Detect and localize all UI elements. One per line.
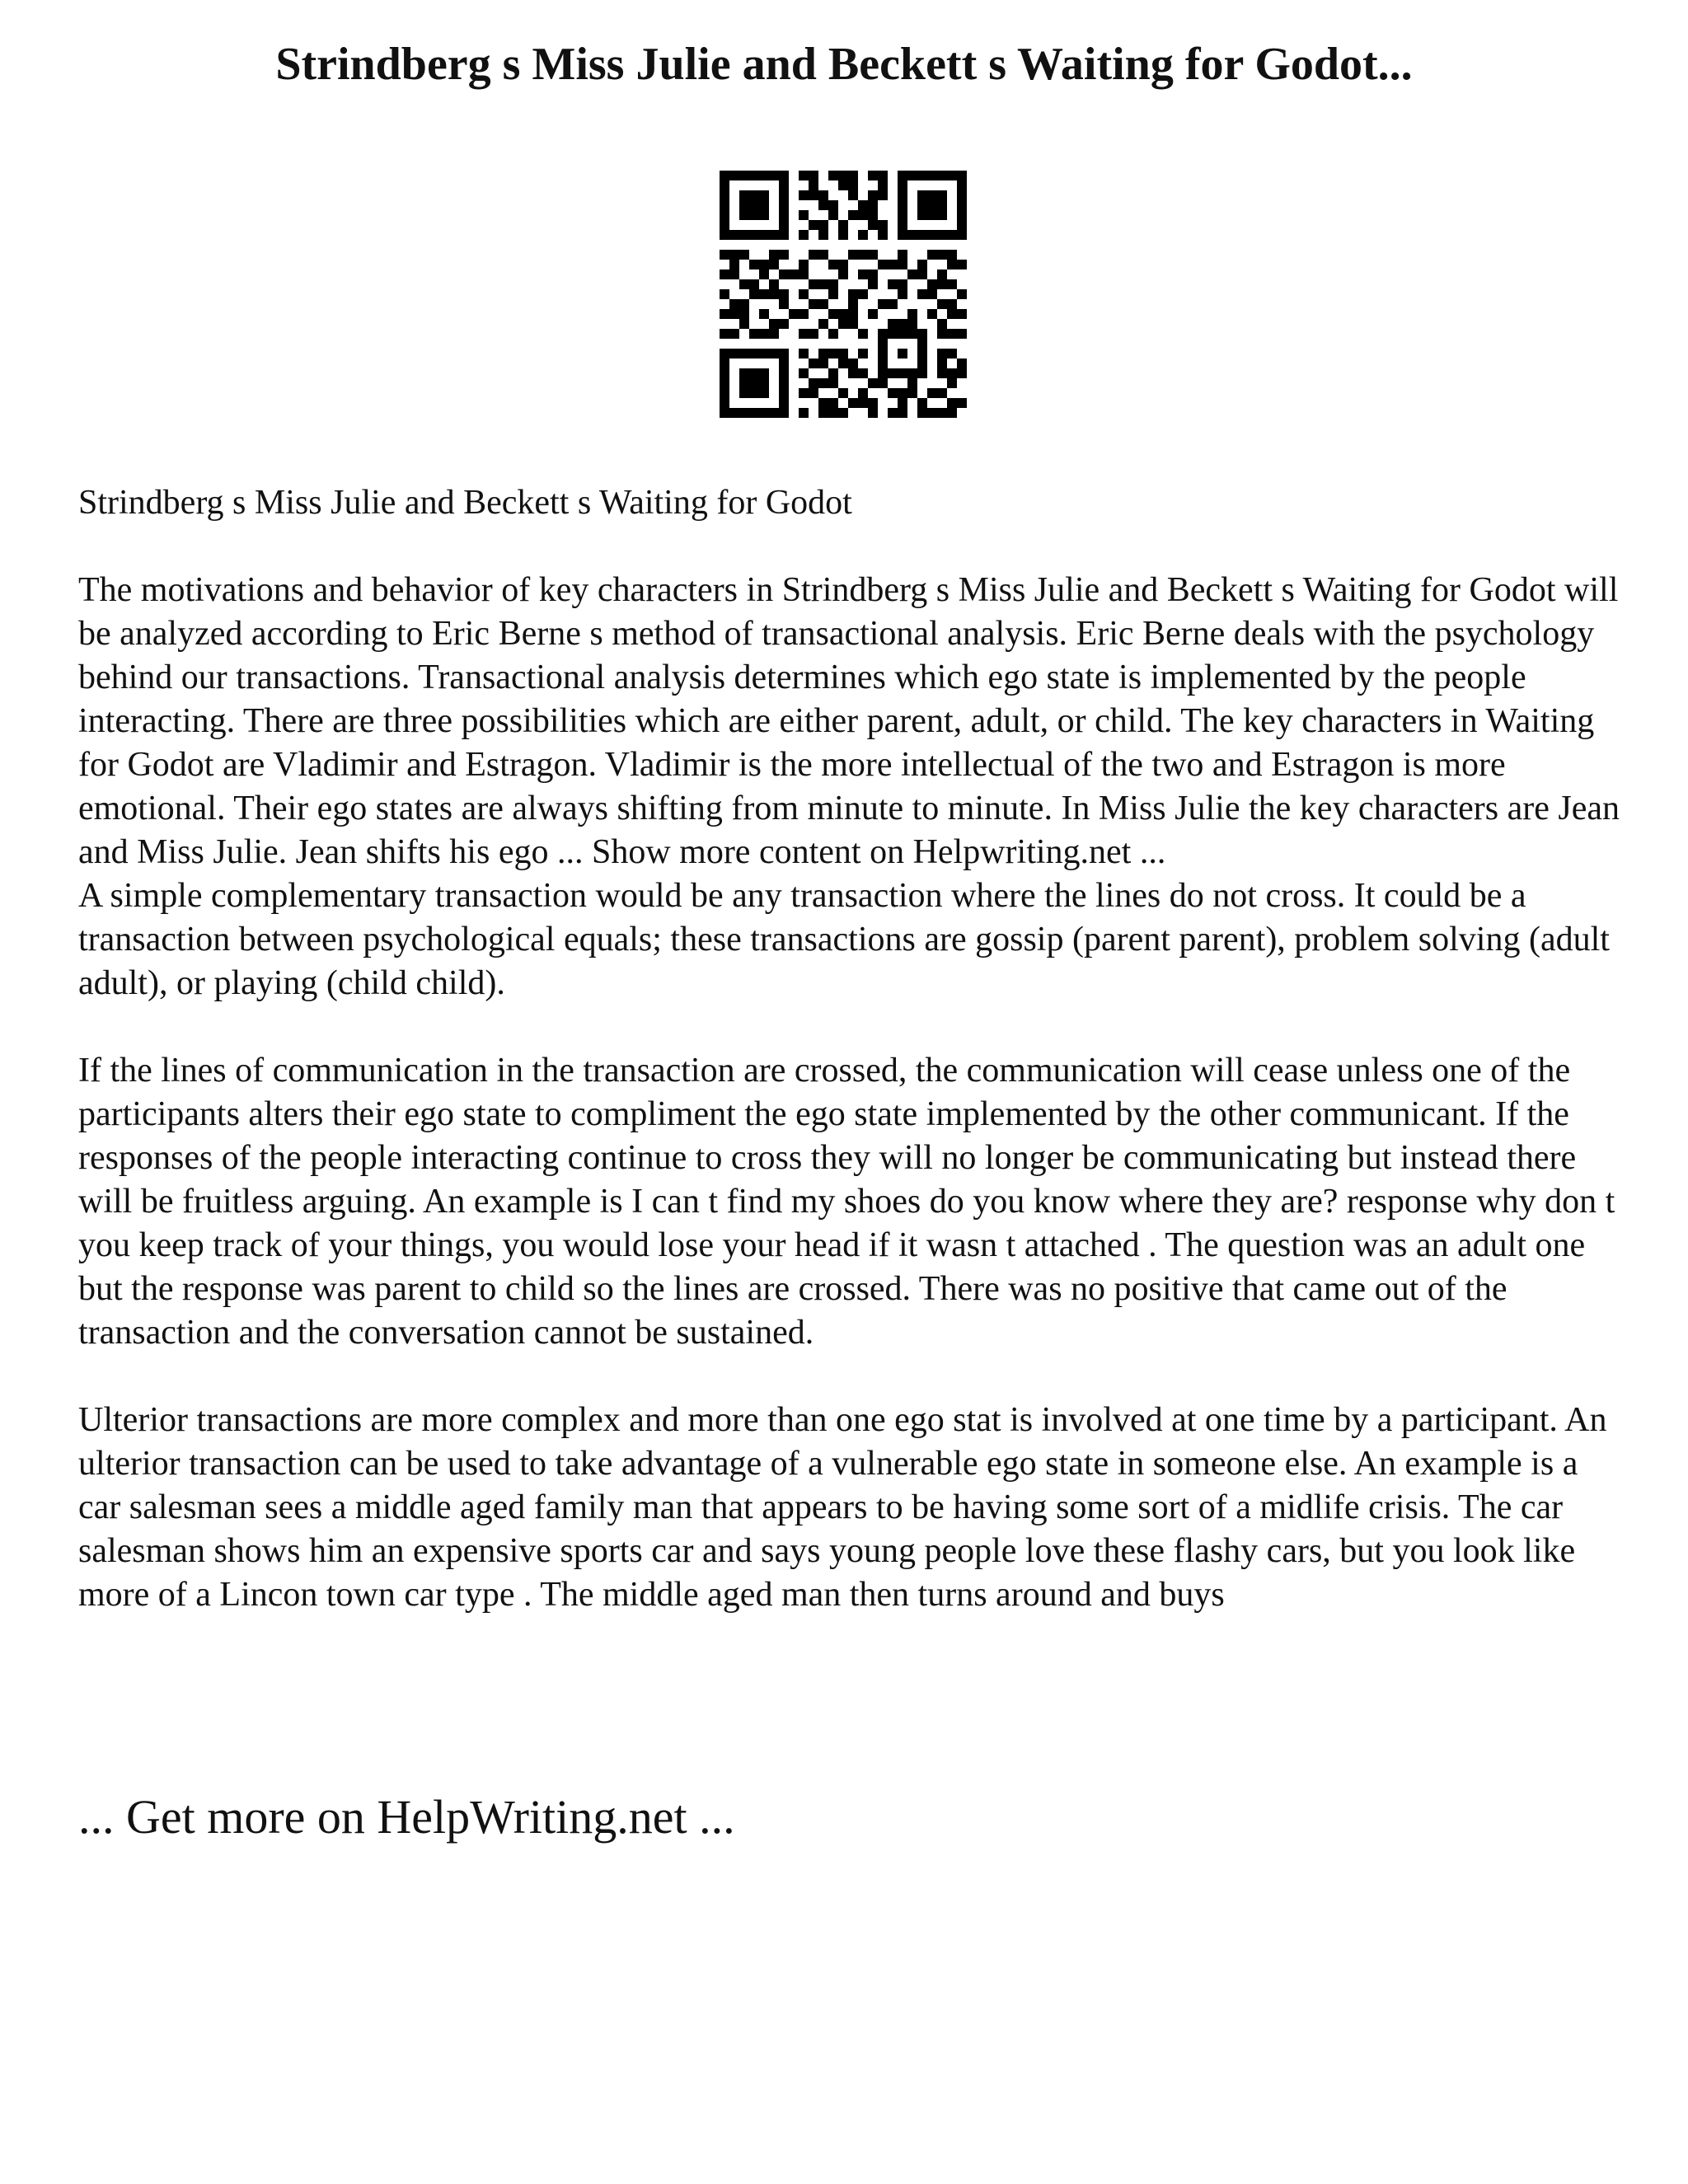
document-body	[78, 481, 1628, 1617]
document-subtitle: Strindberg s Miss Julie and Beckett s Waiting for Godot	[78, 484, 852, 522]
paragraph-ulterior: Ulterior transactions are more complex and more than one ego stat is involved at one time by a participant. An ulterior transaction can be used to take advantage of a vulnerable ego state in someone else. An example is a car salesman sees a middle aged family man that appears to be having some sort of a midlife crisis. The car salesman shows him an expensive sports car and says young people love these flashy cars, but you look like more of a Lincon town car type . The middle aged man then turns around and buys	[78, 1401, 1607, 1614]
qr-code-icon	[720, 171, 967, 418]
paragraph-intro: The motivations and behavior of key characters in Strindberg s Miss Julie and Beckett s Waiting for Godot will be analyzed according to Eric Berne s method of transactional analysis. Eric Berne deals with the psychology behind our transactions. Transactional analysis determines which ego state is implemented by the people interacting. There are three possibilities which are either parent, adult, or child. The key characters in Waiting for Godot are Vladimir and Estragon. Vladimir is the more intellectual of the two and Estragon is more emotional. Their ego states are always shifting from minute to minute. In Miss Julie the key characters are Jean and Miss Julie. Jean shifts his ego ... Show more content on Helpwriting.net ...	[78, 571, 1620, 871]
get-more-link[interactable]: ... Get more on HelpWriting.net ...	[78, 1790, 735, 1844]
paragraph-complementary: A simple complementary transaction would be any transaction where the lines do not cross. It could be a transaction between psychological equals; these transactions are gossip (parent parent), problem solving (adult adult), or playing (child child).	[78, 877, 1610, 1002]
document-title: Strindberg s Miss Julie and Beckett s Waiting for Godot...	[275, 39, 1413, 90]
paragraph-crossed: If the lines of communication in the transaction are crossed, the communication will cease unless one of the participants alters their ego state to compliment the ego state implemented by the other communicant. If the responses of the people interacting continue to cross they will no longer be communicating but instead there will be fruitless arguing. An example is I can t find my shoes do you know where they are? response why don t you keep track of your things, you would lose your head if it wasn t attached . The question was an adult one but the response was parent to child so the lines are crossed. There was no positive that came out of the transaction and the conversation cannot be sustained.	[78, 1052, 1615, 1352]
